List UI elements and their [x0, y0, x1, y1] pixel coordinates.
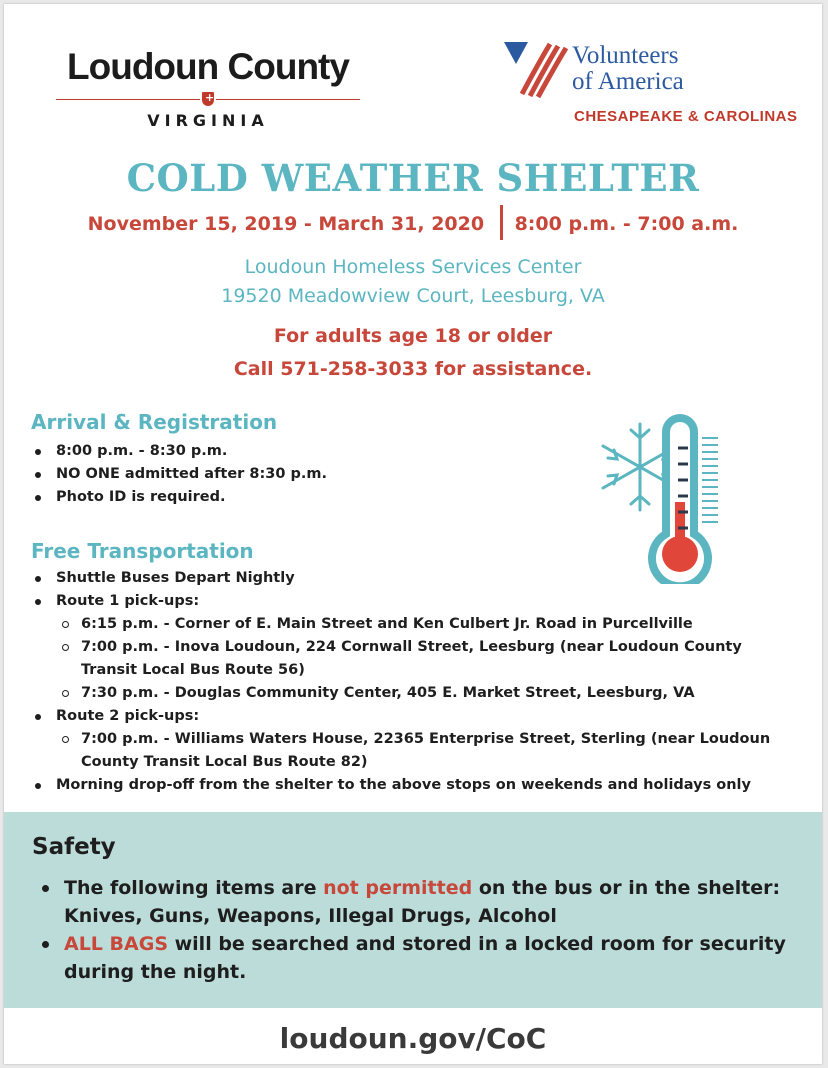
county-name: Loudoun County — [67, 46, 349, 87]
eligibility-note: For adults age 18 or older — [273, 325, 553, 347]
hours: 8:00 p.m. - 7:00 a.m. — [514, 213, 739, 235]
shield-icon — [200, 91, 216, 109]
route-stop: 7:30 p.m. - Douglas Community Center, 405 E. Market Street, Leesburg, VA — [81, 682, 793, 705]
list-item: NO ONE admitted after 8:30 p.m. — [56, 463, 327, 486]
date-range: November 15, 2019 - March 31, 2020 — [87, 213, 485, 235]
date-divider — [500, 205, 503, 240]
flyer-page — [4, 4, 822, 1064]
route-stop: 7:00 p.m. - Williams Waters House, 22365 Enterprise Street, Sterling (near Loudoun County Transit Local Bus Route 82) — [81, 728, 793, 774]
contact-phone: Call 571-258-3033 for assistance. — [233, 358, 593, 380]
route1-label — [56, 590, 816, 705]
transport-heading: Free Transportation — [31, 539, 254, 563]
loudoun-county-logo — [56, 48, 360, 130]
list-item: 8:00 p.m. - 8:30 p.m. — [56, 440, 327, 463]
arrival-list — [56, 440, 327, 509]
route1-label-text: Route 1 pick-ups: — [56, 593, 200, 609]
org-region: CHESAPEAKE & CAROLINAS — [574, 108, 798, 125]
county-state: VIRGINIA — [147, 111, 269, 130]
logo-divider — [56, 91, 360, 109]
safety-item — [64, 930, 804, 986]
list-item: Photo ID is required. — [56, 486, 327, 509]
route1-stops — [56, 613, 793, 705]
safety-highlight: ALL BAGS — [64, 933, 168, 955]
safety-list — [64, 874, 804, 986]
route2-stops — [56, 728, 793, 774]
route2-label-text: Route 2 pick-ups: — [56, 708, 200, 724]
safety-text: on the bus or in the shelter: Knives, Guns, Weapons, Illegal Drugs, Alcohol — [64, 877, 781, 927]
safety-heading: Safety — [32, 834, 116, 860]
transport-list — [56, 567, 816, 797]
safety-highlight: not permitted — [323, 877, 473, 899]
safety-text: The following items are — [64, 877, 324, 899]
safety-text: will be searched and stored in a locked room for security during the night. — [64, 933, 786, 983]
voa-logo — [504, 40, 804, 130]
shelter-dates — [4, 207, 822, 242]
route-stop: 6:15 p.m. - Corner of E. Main Street and Ken Culbert Jr. Road in Purcellville — [81, 613, 793, 636]
voa-chevron-icon — [504, 40, 570, 98]
arrival-heading: Arrival & Registration — [31, 410, 278, 434]
thermometer-icon — [600, 414, 722, 584]
location-name: Loudoun Homeless Services Center — [244, 256, 582, 278]
location-address: 19520 Meadowview Court, Leesburg, VA — [221, 285, 605, 307]
org-name-line1: Volunteers — [572, 42, 679, 69]
safety-item — [64, 874, 804, 930]
footer-url: loudoun.gov/CoC — [279, 1022, 547, 1055]
org-name-line2: of America — [572, 68, 684, 95]
page-title: COLD WEATHER SHELTER — [126, 156, 700, 200]
route-stop: 7:00 p.m. - Inova Loudoun, 224 Cornwall Street, Leesburg (near Loudoun County Transit Local Bus Route 56) — [81, 636, 793, 682]
list-item: Shuttle Buses Depart Nightly — [56, 567, 816, 590]
route2-label — [56, 705, 816, 774]
safety-section — [4, 812, 822, 1008]
list-item: Morning drop-off from the shelter to the above stops on weekends and holidays only — [56, 774, 816, 797]
